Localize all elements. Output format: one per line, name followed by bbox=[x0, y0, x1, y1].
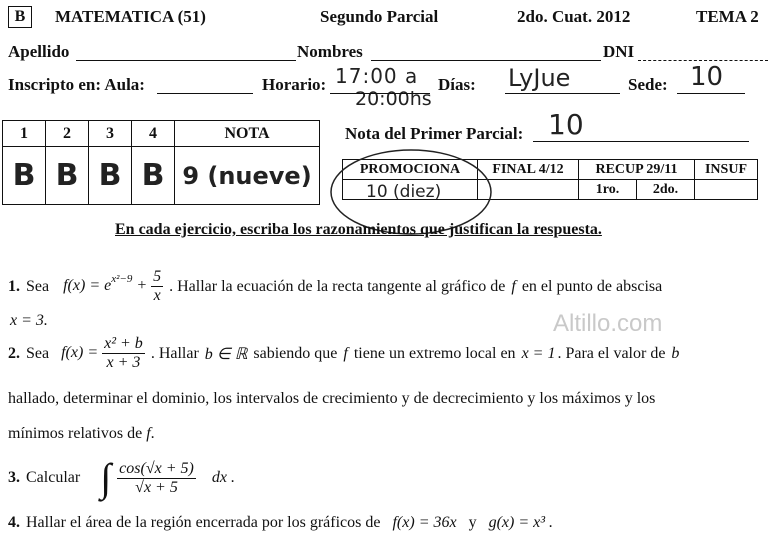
grade-ex3: B bbox=[89, 147, 132, 205]
dni-field[interactable] bbox=[638, 60, 768, 61]
subject-title: MATEMATICA (51) bbox=[55, 7, 206, 26]
grades-header-nota: NOTA bbox=[175, 121, 320, 147]
schedule-field[interactable] bbox=[330, 93, 430, 94]
schedule-value-2: 20:00hs bbox=[355, 88, 432, 110]
exercise-1-pre: Sea bbox=[26, 277, 50, 295]
exercise-2-line3: mínimos relativos de f. bbox=[8, 425, 155, 442]
exercise-4-and: y bbox=[468, 514, 477, 531]
exercise-3-number: 3. bbox=[8, 469, 20, 486]
exercise-1 bbox=[8, 268, 662, 305]
exercise-1-line2: x = 3. bbox=[10, 312, 48, 329]
exercise-2-var: b ∈ ℝ bbox=[204, 345, 248, 363]
grade-ex1: B bbox=[3, 147, 46, 205]
grades-header-1: 1 bbox=[3, 121, 46, 147]
grade-ex2: B bbox=[46, 147, 89, 205]
promotion-handwritten: 10 (diez) bbox=[366, 182, 442, 202]
names-label: Nombres bbox=[297, 42, 363, 61]
seat-value: 10 bbox=[690, 62, 724, 92]
exercise-2-text2: sabiendo que bbox=[253, 344, 338, 362]
exercise-3-dx: dx . bbox=[211, 469, 235, 486]
exercise-1-func: $f(x) = e^{x^2-9}$ + $\frac{5}{x}$ bbox=[63, 268, 162, 304]
instructions: En cada ejercicio, escriba los razonamientos que justifican la respuesta. bbox=[115, 221, 602, 238]
prom-header-promociona: PROMOCIONA bbox=[343, 160, 478, 180]
exercise-2-point: x = 1 bbox=[521, 344, 556, 362]
dni-label: DNI bbox=[603, 42, 635, 61]
exercise-3-pre: Calcular bbox=[26, 469, 81, 486]
days-value: LyJue bbox=[508, 64, 571, 92]
exercise-4-number: 4. bbox=[8, 514, 20, 531]
exercise-2-text: . Hallar bbox=[150, 344, 199, 362]
exercise-1-text: . Hallar la ecuación de la recta tangente al gráfico de bbox=[169, 277, 506, 295]
grades-header-3: 3 bbox=[89, 121, 132, 147]
prom-header-final: FINAL 4/12 bbox=[478, 160, 579, 180]
exercise-2-line2: hallado, determinar el dominio, los intervalos de crecimiento y de decrecimiento y los máximos y los bbox=[8, 390, 656, 407]
seat-label: Sede: bbox=[628, 75, 668, 94]
days-field[interactable] bbox=[505, 93, 620, 94]
schedule-value-1: 17:00 a bbox=[335, 64, 419, 88]
exercise-1-number: 1. bbox=[8, 277, 20, 295]
theme: TEMA 2 bbox=[696, 7, 759, 26]
grades-header-4: 4 bbox=[132, 121, 175, 147]
exercise-1-f: f bbox=[511, 277, 516, 295]
term: 2do. Cuat. 2012 bbox=[517, 7, 631, 26]
seat-field[interactable] bbox=[677, 93, 745, 94]
watermark: Altillo.com bbox=[553, 310, 663, 337]
exercise-2-number: 2. bbox=[8, 344, 20, 362]
first-partial-field[interactable] bbox=[533, 141, 749, 142]
enrolled-label: Inscripto en: Aula: bbox=[8, 75, 145, 94]
grade-ex4: B bbox=[132, 147, 175, 205]
integral-sign: ∫ bbox=[100, 455, 112, 500]
classroom-field[interactable] bbox=[157, 93, 253, 94]
exercise-3 bbox=[8, 455, 235, 500]
grades-table bbox=[2, 120, 320, 205]
names-field[interactable] bbox=[371, 60, 601, 61]
prom-header-insuf: INSUF bbox=[695, 160, 758, 180]
exercise-2-b: b bbox=[671, 344, 680, 362]
prom-header-recup: RECUP 29/11 bbox=[579, 160, 695, 180]
exercise-2-func: f(x) = $\frac{\text{x² + b}}{x + 3}$ bbox=[61, 335, 143, 371]
schedule-label: Horario: bbox=[262, 75, 327, 94]
exercise-4-f: f(x) = 36x bbox=[392, 514, 457, 531]
first-partial-value: 10 bbox=[548, 108, 584, 141]
days-label: Días: bbox=[438, 75, 476, 94]
exercise-4 bbox=[8, 514, 553, 532]
prom-sub-1ro: 1ro. bbox=[579, 180, 637, 200]
exercise-4-text: Hallar el área de la región encerrada por los gráficos de bbox=[26, 514, 381, 531]
exercise-3-integrand: $\frac{\cos(√x + 5)}{√x + 5}$ bbox=[119, 459, 194, 496]
exercise-2-f: f bbox=[343, 344, 348, 362]
prom-cell-insuf bbox=[695, 180, 758, 200]
grade-final: 9 (nueve) bbox=[175, 147, 320, 205]
grades-header-2: 2 bbox=[46, 121, 89, 147]
exam-title: Segundo Parcial bbox=[320, 7, 439, 26]
exercise-2-text3: tiene un extremo local en bbox=[353, 344, 516, 362]
exercise-1-text2: en el punto de abscisa bbox=[521, 277, 663, 295]
exercise-2-text4: . Para el valor de bbox=[557, 344, 666, 362]
surname-label: Apellido bbox=[8, 42, 70, 61]
prom-sub-2do: 2do. bbox=[637, 180, 695, 200]
exercise-4-g: g(x) = x³ . bbox=[488, 514, 554, 531]
version-box: B bbox=[8, 6, 32, 28]
surname-field[interactable] bbox=[76, 60, 296, 61]
first-partial-label: Nota del Primer Parcial: bbox=[345, 124, 524, 143]
exercise-2 bbox=[8, 335, 679, 372]
exercise-2-pre: Sea bbox=[26, 344, 50, 362]
